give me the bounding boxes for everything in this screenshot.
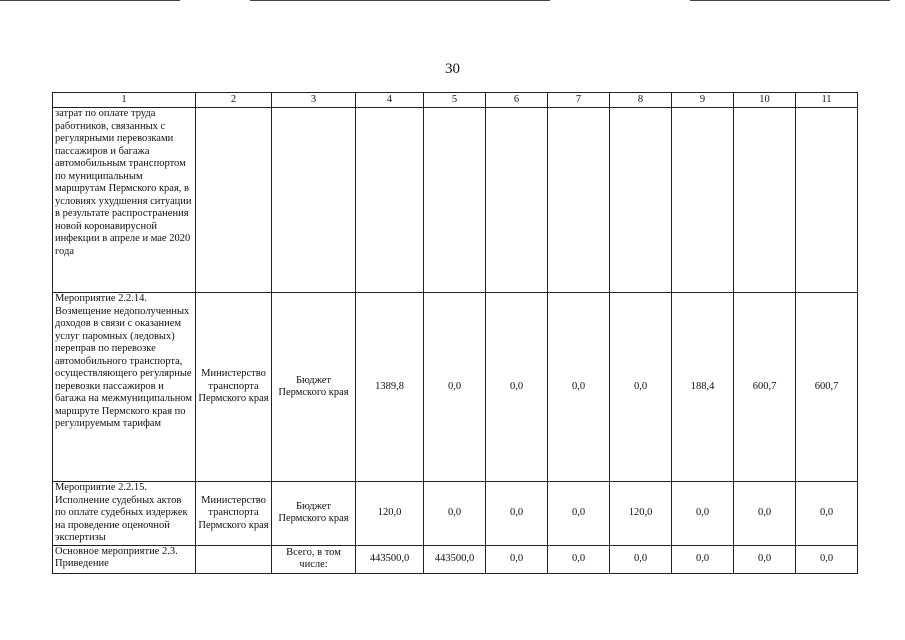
top-border-line [690, 0, 890, 1]
column-number: 7 [548, 93, 610, 108]
top-border-line [0, 0, 180, 1]
value-cell: 0,0 [486, 293, 548, 482]
value-cell: 0,0 [486, 545, 548, 573]
value-cell: 120,0 [610, 482, 672, 546]
table-row [53, 545, 858, 573]
value-cell: 443500,0 [356, 545, 424, 573]
activity-description: Мероприятие 2.2.14. Возмещение недополученных доходов в связи с оказанием услуг паромных (ледовых) переправ по перевозке автомобильного транспорта, осуществляющего регулярные перевозки пассажиров и багажа на межмуниципальном маршруте Пермского края по регулируемым тарифам [53, 293, 196, 482]
activity-description: Основное мероприятие 2.3. Приведение [53, 545, 196, 573]
value-cell: 0,0 [734, 545, 796, 573]
value-cell: 0,0 [734, 482, 796, 546]
activity-description: затрат по оплате труда работников, связанных с регулярными перевозками пассажиров и багажа автомобильным транспортом по муниципальным маршрутам Пермского края, в условиях ухудшения ситуации в результате распространения новой коронавирусной инфекции в апреле и мае 2020 года [53, 108, 196, 293]
column-number: 3 [272, 93, 356, 108]
table-row [53, 482, 858, 546]
column-number: 10 [734, 93, 796, 108]
value-cell: 0,0 [424, 293, 486, 482]
column-number-row [53, 93, 858, 108]
budget-table [52, 92, 858, 574]
column-number: 2 [196, 93, 272, 108]
executor-cell: Министерство транспорта Пермского края [196, 293, 272, 482]
column-number: 8 [610, 93, 672, 108]
value-cell: 0,0 [610, 545, 672, 573]
value-cell: 120,0 [356, 482, 424, 546]
value-cell [548, 108, 610, 293]
value-cell: 0,0 [672, 545, 734, 573]
funding-source-cell: Бюджет Пермского края [272, 293, 356, 482]
column-number: 9 [672, 93, 734, 108]
funding-source-cell [272, 108, 356, 293]
page-number: 30 [445, 61, 460, 77]
value-cell [424, 108, 486, 293]
value-cell: 1389,8 [356, 293, 424, 482]
value-cell: 0,0 [548, 293, 610, 482]
funding-source-cell: Всего, в том числе: [272, 545, 356, 573]
value-cell: 600,7 [796, 293, 858, 482]
executor-cell [196, 108, 272, 293]
value-cell: 443500,0 [424, 545, 486, 573]
value-cell [672, 108, 734, 293]
value-cell: 0,0 [610, 293, 672, 482]
value-cell [356, 108, 424, 293]
top-border-line [250, 0, 550, 1]
activity-description: Мероприятие 2.2.15. Исполнение судебных актов по оплате судебных издержек на проведение оценочной экспертизы [53, 482, 196, 546]
funding-source-cell: Бюджет Пермского края [272, 482, 356, 546]
value-cell [734, 108, 796, 293]
value-cell [796, 108, 858, 293]
executor-cell: Министерство транспорта Пермского края [196, 482, 272, 546]
table-row [53, 108, 858, 293]
value-cell: 0,0 [486, 482, 548, 546]
value-cell: 188,4 [672, 293, 734, 482]
column-number: 5 [424, 93, 486, 108]
value-cell: 600,7 [734, 293, 796, 482]
value-cell: 0,0 [796, 545, 858, 573]
table-row [53, 293, 858, 482]
executor-cell [196, 545, 272, 573]
value-cell [486, 108, 548, 293]
column-number: 11 [796, 93, 858, 108]
value-cell [610, 108, 672, 293]
value-cell: 0,0 [548, 545, 610, 573]
value-cell: 0,0 [796, 482, 858, 546]
column-number: 1 [53, 93, 196, 108]
value-cell: 0,0 [548, 482, 610, 546]
column-number: 4 [356, 93, 424, 108]
value-cell: 0,0 [424, 482, 486, 546]
value-cell: 0,0 [672, 482, 734, 546]
column-number: 6 [486, 93, 548, 108]
